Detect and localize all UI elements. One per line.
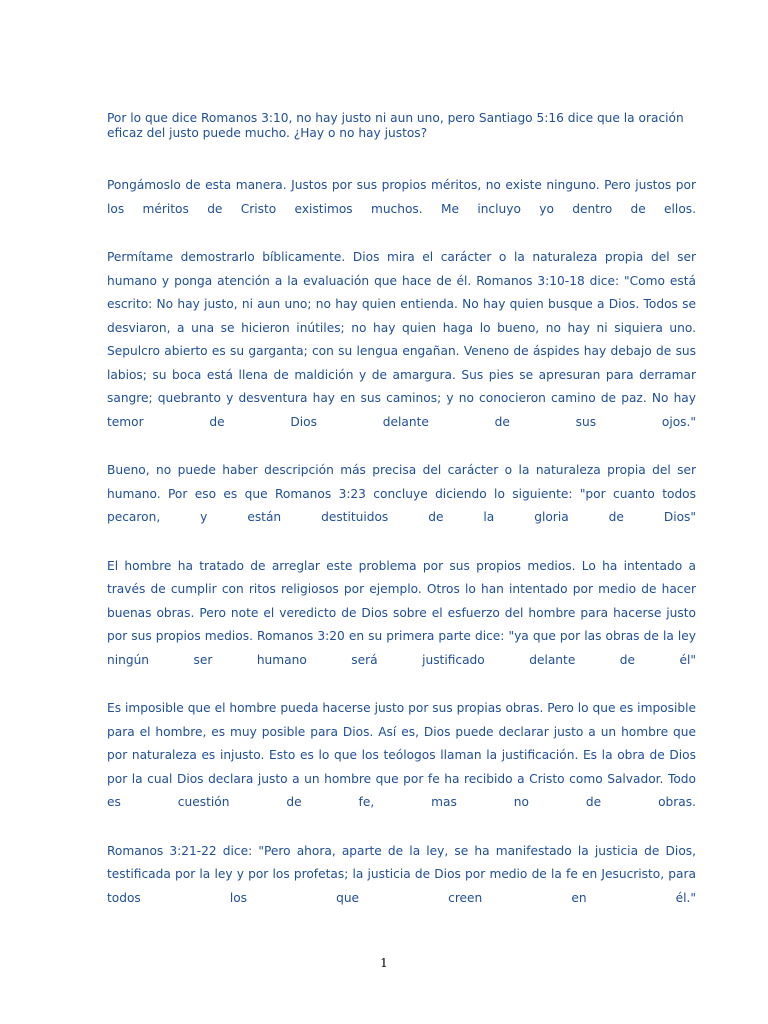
page-number: 1 (380, 956, 388, 970)
paragraph-6: Romanos 3:21-22 dice: "Pero ahora, aparte de la ley, se ha manifestado la justicia de Dios, testificada por la ley y por los profetas; la justicia de Dios por medio de la fe en Jesucristo, para todos los que creen en él." (107, 843, 696, 905)
paragraph-3: Bueno, no puede haber descripción más precisa del carácter o la naturaleza propia del ser humano. Por eso es que Romanos 3:23 concluye diciendo lo siguiente: "por cuanto todos pecaron, y están destituidos de la gloria de Dios" (107, 463, 696, 524)
intro-question: Por lo que dice Romanos 3:10, no hay justo ni aun uno, pero Santiago 5:16 dice que la oración eficaz del justo puede mucho. ¿Hay o no hay justos? (107, 111, 684, 140)
paragraph-2: Permítame demostrarlo bíblicamente. Dios mira el carácter o la naturaleza propia del ser humano y ponga atención a la evaluación que hace de él. Romanos 3:10-18 dice: "Como está escrito: No hay justo, ni aun uno; no hay quien entienda. No hay quien busque a Dios. Todos se desviaron, a una se hicieron inútiles; no hay quien haga lo bueno, no hay ni siquiera uno. Sepulcro abierto es su garganta; con su lengua engañan. Veneno de áspides hay debajo de sus labios; su boca está llena de maldición y de amargura. Sus pies se apresuran para derramar sangre; quebranto y desventura hay en sus caminos; y no conocieron camino de paz. No hay temor de Dios delante de sus ojos." (107, 250, 696, 429)
paragraph-1: Pongámoslo de esta manera. Justos por sus propios méritos, no existe ninguno. Pero justos por los méritos de Cristo existimos muchos. Me incluyo yo dentro de ellos. (107, 178, 696, 216)
paragraph-5: Es imposible que el hombre pueda hacerse justo por sus propias obras. Pero lo que es imposible para el hombre, es muy posible para Dios. Así es, Dios puede declarar justo a un hombre que por naturaleza es injusto. Esto es lo que los teólogos llaman la justificación. Es la obra de Dios por la cual Dios declara justo a un hombre que por fe ha recibido a Cristo como Salvador. Todo es cuestión de fe, mas no de obras. (107, 701, 696, 809)
paragraph-4: El hombre ha tratado de arreglar este problema por sus propios medios. Lo ha intentado a través de cumplir con ritos religiosos por ejemplo. Otros lo han intentado por medio de hacer buenas obras. Pero note el veredicto de Dios sobre el esfuerzo del hombre para hacerse justo por sus propios medios. Romanos 3:20 en su primera parte dice: "ya que por las obras de la ley ningún ser humano será justificado delante de él" (107, 558, 696, 667)
page-content (107, 111, 696, 935)
